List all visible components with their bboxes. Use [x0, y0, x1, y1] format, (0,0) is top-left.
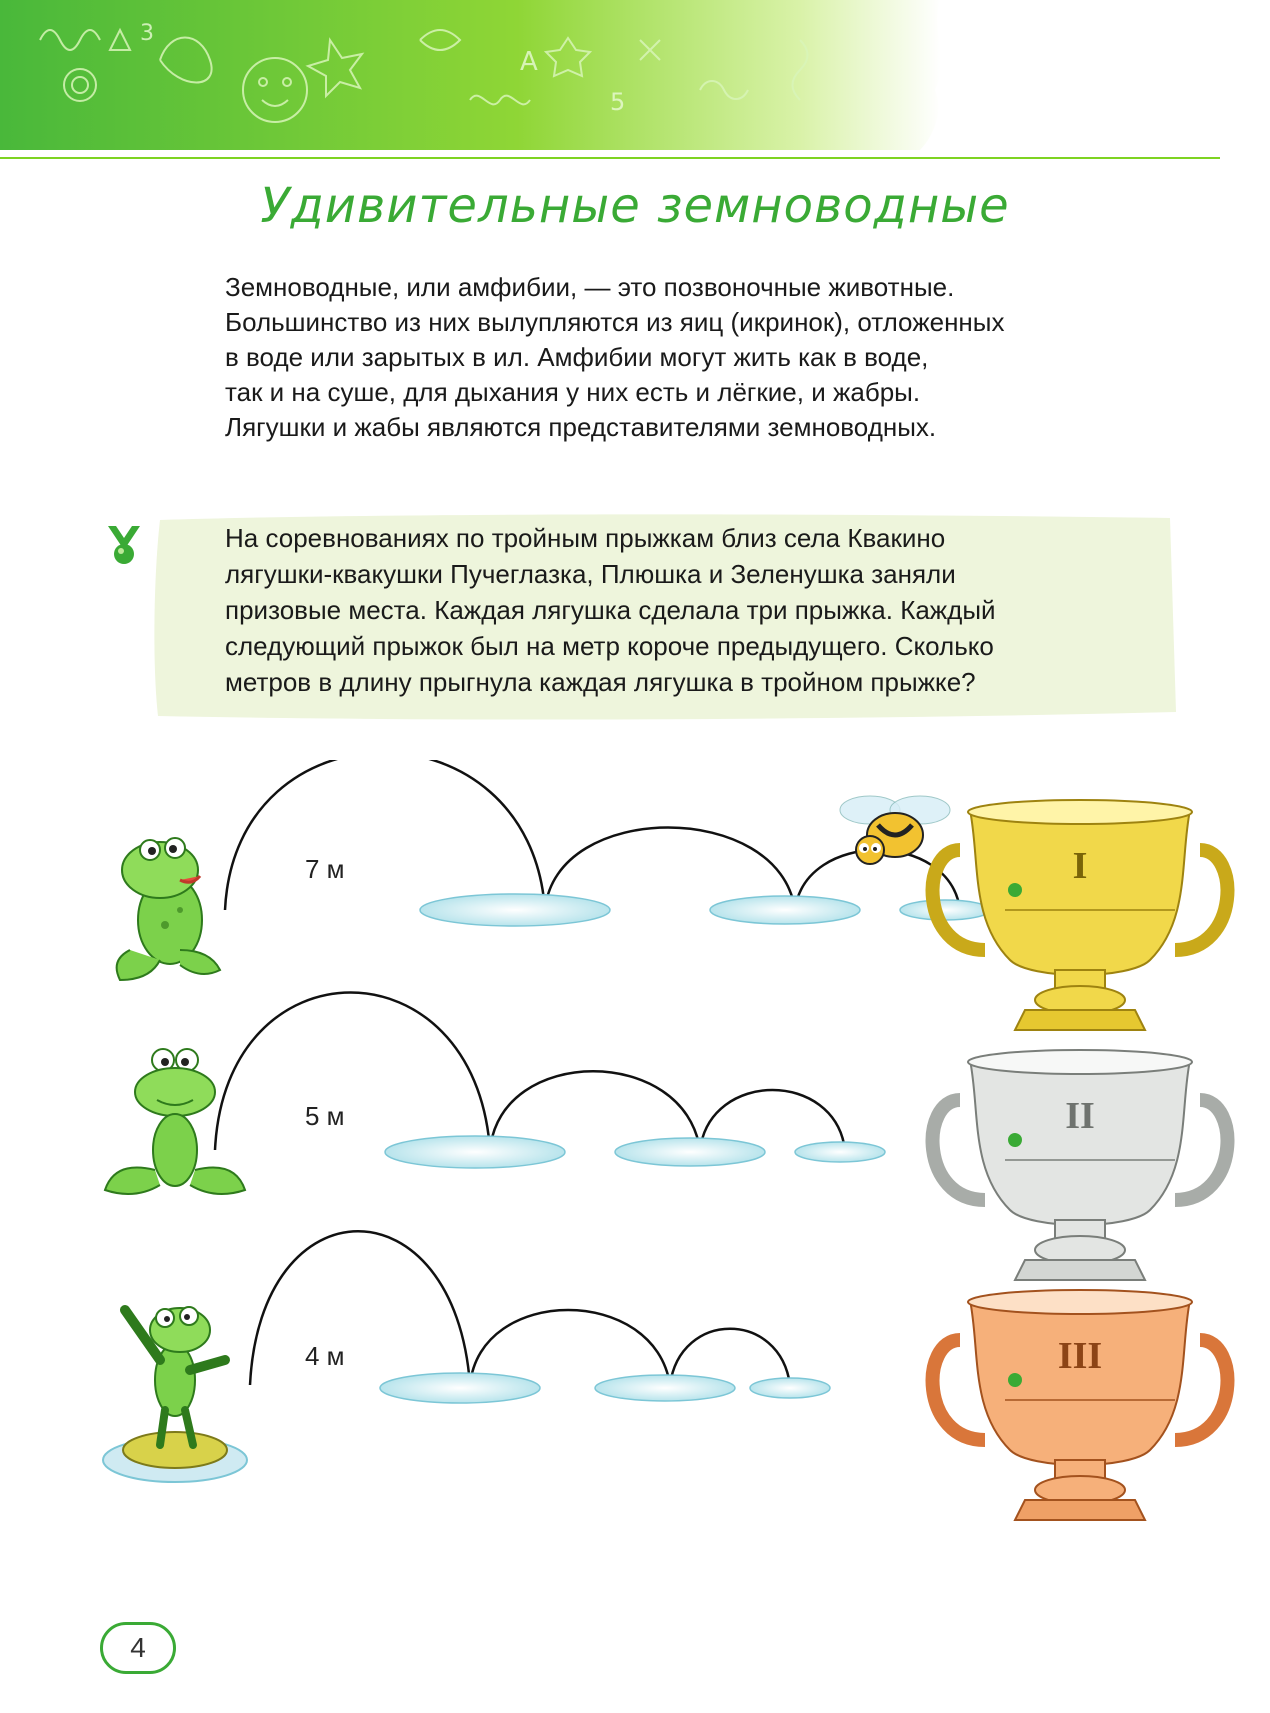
- intro-line: в воде или зарытых в ил. Амфибии могут жить как в воде,: [225, 342, 929, 372]
- trophy-cup-silver: [933, 1050, 1228, 1280]
- svg-text:3: 3: [140, 21, 154, 46]
- intro-line: Земноводные, или амфибии, — это позвоночные животные.: [225, 272, 955, 302]
- cup-place-numeral: I: [1072, 845, 1088, 887]
- water-splash: [385, 1136, 885, 1168]
- frog-icon: [105, 1049, 245, 1194]
- intro-line: так и на суше, для дыхания у них есть и лёгкие, и жабры.: [225, 377, 921, 407]
- page-title: Удивительные земноводные: [260, 178, 1010, 234]
- intro-line: Большинство из них вылупляются из яиц (икринок), отложенных: [225, 307, 1005, 337]
- frog-icon: [117, 838, 220, 980]
- task-line: призовые места. Каждая лягушка сделала три прыжка. Каждый: [225, 595, 996, 625]
- task-line: следующий прыжок был на метр короче предыдущего. Сколько: [225, 631, 994, 661]
- svg-text:A: A: [520, 47, 538, 77]
- task-line: лягушки-квакушки Пучеглазка, Плюшка и Зеленушка заняли: [225, 559, 956, 589]
- jump-illustration: [0, 760, 1270, 1540]
- jump-length-label: 5 м: [305, 1101, 345, 1131]
- frog-on-rock-icon: [103, 1307, 247, 1482]
- intro-paragraph: [225, 270, 1185, 445]
- task-line: метров в длину прыгнула каждая лягушка в тройном прыжке?: [225, 667, 976, 697]
- bee-icon: [840, 796, 950, 864]
- jump-length-label: 4 м: [305, 1341, 345, 1371]
- water-splash: [420, 894, 990, 926]
- task-text: [225, 520, 1185, 700]
- page-number: 4: [100, 1622, 176, 1674]
- trophy-cup-bronze: [933, 1290, 1228, 1520]
- water-splash: [380, 1373, 830, 1403]
- checkmark-icon: [100, 520, 148, 568]
- header-banner: [0, 0, 1270, 160]
- jump-length-label: 7 м: [305, 854, 345, 884]
- svg-text:5: 5: [610, 88, 626, 116]
- cup-place-numeral: II: [1065, 1095, 1095, 1137]
- cup-place-numeral: III: [1057, 1335, 1103, 1377]
- task-line: На соревнованиях по тройным прыжкам близ села Квакино: [225, 523, 946, 553]
- intro-line: Лягушки и жабы являются представителями земноводных.: [225, 412, 937, 442]
